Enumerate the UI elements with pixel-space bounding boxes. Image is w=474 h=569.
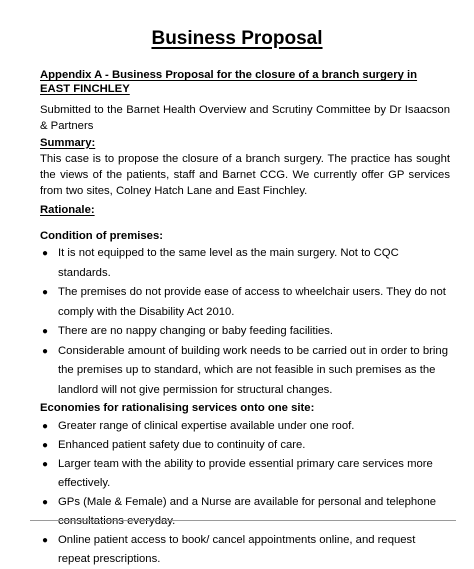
bullet-icon: ● [42, 534, 49, 546]
list-item-text: Enhanced patient safety due to continuity of care. [58, 438, 306, 451]
document-title [0, 27, 474, 51]
bullet-icon: ● [42, 496, 49, 508]
bullet-icon: ● [42, 458, 49, 470]
submitted-statement: Submitted to the Barnet Health Overview and Scrutiny Committee by Dr Isaacson & Partners [40, 104, 450, 133]
list-item [40, 283, 450, 322]
list-item-text: GPs (Male & Female) and a Nurse are available for personal and telephone consultations everyday. [58, 495, 437, 527]
list-item [40, 342, 450, 401]
condition-list [40, 244, 450, 400]
appendix-heading: Appendix A - Business Proposal for the closure of a branch surgery in EAST FINCHLEY [40, 69, 418, 95]
list-item [40, 417, 450, 436]
list-item-text: There are no nappy changing or baby feeding facilities. [58, 325, 334, 338]
economies-heading: Economies for rationalising services onto one site: [40, 402, 315, 415]
bullet-icon: ● [42, 287, 49, 299]
list-item-text: Considerable amount of building work needs to be carried out in order to bring the premises up to standard, which are not feasible in such premises as the landlord will not give permission for structural changes. [58, 344, 448, 396]
list-item-text: Online patient access to book/ cancel appointments online, and request repeat prescriptions. [58, 533, 416, 565]
list-item [40, 436, 450, 455]
document-title-text: Business Proposal [151, 28, 323, 49]
list-item-text: It is not equipped to the same level as the main surgery. Not to CQC standards. [58, 247, 399, 279]
page-bottom-divider [30, 520, 456, 521]
list-item-text: The premises do not provide ease of access to wheelchair users. They do not comply with the Disability Act 2010. [58, 286, 446, 318]
bullet-icon: ● [42, 248, 49, 260]
list-item [40, 493, 450, 531]
bullet-icon: ● [42, 345, 49, 357]
list-item-text: Greater range of clinical expertise available under one roof. [58, 419, 355, 432]
document-body [40, 68, 450, 569]
condition-heading: Condition of premises: [40, 230, 164, 243]
list-item [40, 455, 450, 493]
bullet-icon: ● [42, 326, 49, 338]
list-item [40, 322, 450, 342]
economies-list [40, 417, 450, 569]
rationale-heading: Rationale: [40, 203, 95, 216]
list-item [40, 531, 450, 569]
list-item-text: Larger team with the ability to provide essential primary care services more effectively. [58, 457, 433, 489]
summary-heading: Summary: [40, 136, 96, 149]
list-item [40, 244, 450, 283]
summary-text: This case is to propose the closure of a branch surgery. The practice has sought the views of the patients, staff and Barnet CCG. We currently offer GP services from two sites, Colney Hatch Lane and East Finchley. [40, 152, 450, 198]
bullet-icon: ● [42, 420, 49, 432]
bullet-icon: ● [42, 439, 49, 451]
